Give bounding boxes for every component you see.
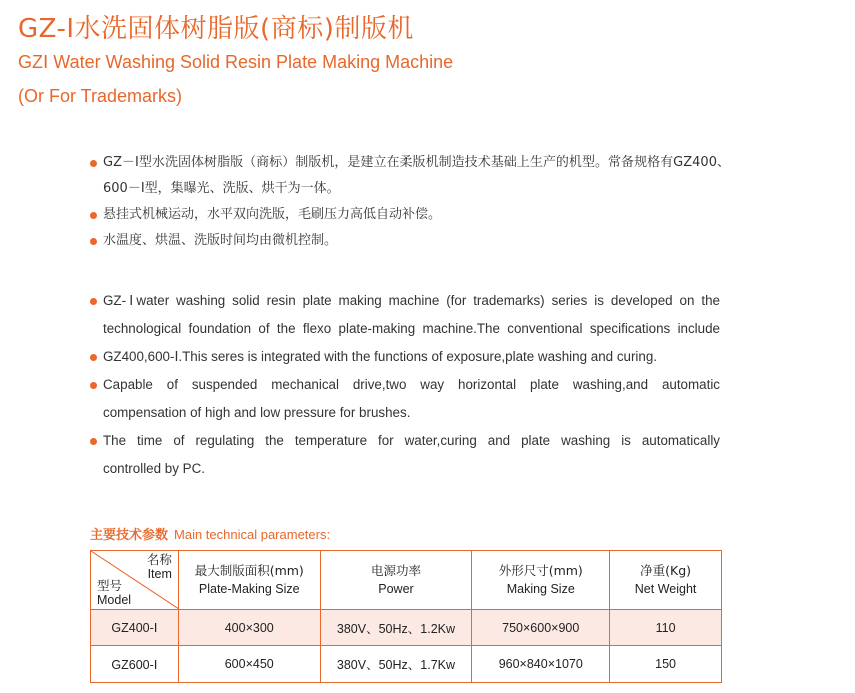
corner-item-label bbox=[147, 553, 172, 581]
weight-cell: 110 bbox=[610, 610, 722, 646]
corner-model-en: Model bbox=[97, 593, 132, 607]
column-header-cn: 最大制版面积(mm) bbox=[194, 563, 304, 578]
column-header bbox=[472, 551, 610, 610]
column-header-cn: 外形尺寸(mm) bbox=[498, 563, 583, 578]
cn-bullet-text: 悬挂式机械运动，水平双向洗版，毛刷压力高低自动补偿。 bbox=[103, 207, 442, 222]
en-bullet-text: GZ400,600-Ⅰ.This seres is integrated with the functions of exposure,plate washing and curing. bbox=[103, 349, 658, 364]
page-subtitle-en: (Or For Trademarks) bbox=[18, 86, 183, 106]
column-header bbox=[178, 551, 320, 610]
dims-cell: 960×840×1070 bbox=[472, 646, 610, 683]
corner-model-cn: 型号 bbox=[97, 578, 123, 593]
column-header-cn: 净重(Kg) bbox=[640, 563, 692, 578]
size-cell: 400×300 bbox=[178, 610, 320, 646]
column-header-cn: 电源功率 bbox=[370, 563, 421, 578]
column-header bbox=[320, 551, 472, 610]
cn-bullet-text: GZ－Ⅰ型水洗固体树脂版（商标）制版机，是建立在柔版机制造技术基础上生产的机型。常备规格有GZ400、600－Ⅰ型，集曝光、洗版、烘干为一体。 bbox=[103, 155, 730, 196]
en-bullet bbox=[90, 287, 720, 343]
cn-bullet bbox=[90, 150, 730, 202]
cn-bullet bbox=[90, 202, 730, 228]
column-header-en: Power bbox=[378, 582, 414, 596]
column-header-en: Net Weight bbox=[634, 582, 697, 596]
page-title-cn: GZ-Ⅰ水洗固体树脂版(商标)制版机 bbox=[18, 14, 414, 44]
corner-header-cell bbox=[91, 551, 179, 610]
en-bullet-text: compensation of high and low pressure for brushes. bbox=[103, 405, 411, 420]
cn-feature-list bbox=[90, 150, 730, 254]
page-title-en: GZⅠ Water Washing Solid Resin Plate Making Machine bbox=[18, 52, 454, 72]
bullet-dot-icon bbox=[90, 382, 97, 389]
column-header-en: Plate-Making Size bbox=[198, 582, 300, 596]
model-cell: GZ600-Ⅰ bbox=[91, 646, 179, 683]
en-feature-list bbox=[90, 287, 720, 483]
dims-cell: 750×600×900 bbox=[472, 610, 610, 646]
params-heading bbox=[90, 524, 330, 543]
table-header-row bbox=[91, 551, 722, 610]
en-bullet bbox=[90, 427, 720, 483]
power-cell: 380V、50Hz、1.7Kw bbox=[320, 646, 472, 683]
en-bullet bbox=[90, 343, 720, 371]
cn-bullet bbox=[90, 228, 730, 254]
en-bullet bbox=[90, 371, 720, 427]
spec-table bbox=[90, 550, 722, 683]
size-cell: 600×450 bbox=[178, 646, 320, 683]
column-header bbox=[610, 551, 722, 610]
cn-bullet-text: 水温度、烘温、洗版时间均由微机控制。 bbox=[103, 233, 338, 248]
model-cell: GZ400-Ⅰ bbox=[91, 610, 179, 646]
params-heading-cn: 主要技术参数 bbox=[90, 528, 169, 543]
bullet-dot-icon bbox=[90, 238, 97, 245]
weight-cell: 150 bbox=[610, 646, 722, 683]
bullet-dot-icon bbox=[90, 354, 97, 361]
bullet-dot-icon bbox=[90, 438, 97, 445]
en-bullet-text: GZ-Ⅰwater washing solid resin plate making machine (for trademarks) series is developed on the bbox=[103, 293, 720, 308]
en-bullet-text: technological foundation of the flexo plate-making machine.The conventional specifications include bbox=[103, 321, 720, 336]
bullet-dot-icon bbox=[90, 212, 97, 219]
bullet-dot-icon bbox=[90, 160, 97, 167]
corner-model-label bbox=[97, 579, 131, 607]
corner-item-cn: 名称 bbox=[146, 552, 172, 567]
table-row bbox=[91, 610, 722, 646]
column-header-en: Making Size bbox=[506, 582, 575, 596]
en-bullet-text: controlled by PC. bbox=[103, 461, 205, 476]
corner-item-en: Item bbox=[147, 567, 172, 581]
en-bullet-text: The time of regulating the temperature for water,curing and plate washing is automatically bbox=[103, 433, 720, 448]
table-row bbox=[91, 646, 722, 683]
power-cell: 380V、50Hz、1.2Kw bbox=[320, 610, 472, 646]
bullet-dot-icon bbox=[90, 298, 97, 305]
en-bullet-text: Capable of suspended mechanical drive,two way horizontal plate washing,and automatic bbox=[103, 377, 720, 392]
params-heading-en: Main technical parameters: bbox=[174, 527, 331, 542]
